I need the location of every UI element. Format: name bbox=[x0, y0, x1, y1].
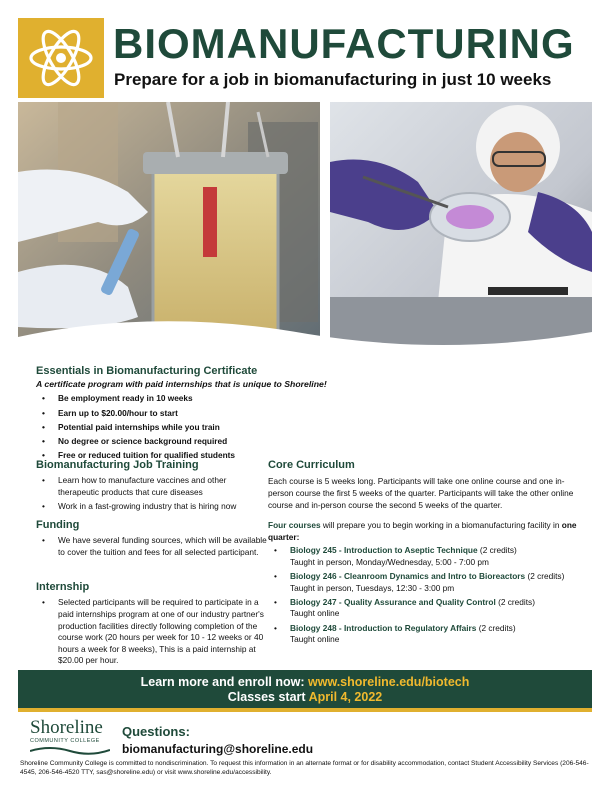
list-item: • No degree or science background required bbox=[36, 436, 376, 448]
list-item: • Selected participants will be required to participate in a paid internships program at one of our industry partner's production facilities directly following completion of the course work (20 hours per week for 10 - 12 weeks or 40 hours a week for 8 weeks), This is a paid internship at $20.00 per hour. bbox=[36, 597, 268, 667]
job-training-list bbox=[36, 475, 268, 512]
funding-list bbox=[36, 535, 268, 558]
start-line: Classes start April 4, 2022 bbox=[227, 690, 383, 704]
page-subtitle: Prepare for a job in biomanufacturing in just 10 weeks bbox=[114, 70, 552, 89]
nondiscrimination-notice: Shoreline Community College is committed to nondiscrimination. To request this information in an alternate format or for disability accommodation, contact Student Accessibility Services (206-546-4545, 206-546-4520 TTY, sas@shoreline.edu) or visit www.shoreline.edu/accessibility. bbox=[20, 760, 589, 776]
course-item: • Biology 247 - Quality Assurance and Quality Control (2 credits) Taught online bbox=[268, 597, 580, 620]
list-item: • Be employment ready in 10 weeks bbox=[36, 393, 376, 405]
list-item: • Work in a fast-growing industry that is hiring now bbox=[36, 501, 268, 513]
shoreline-logo: Shoreline COMMUNITY COLLEGE bbox=[30, 718, 110, 758]
funding-section bbox=[36, 518, 268, 561]
job-training-heading: Biomanufacturing Job Training bbox=[36, 459, 199, 471]
funding-heading: Funding bbox=[36, 519, 80, 531]
page-title: BIOMANUFACTURING bbox=[113, 20, 575, 67]
contact-email-link[interactable]: biomanufacturing@shoreline.edu bbox=[122, 742, 314, 756]
course-item: • Biology 245 - Introduction to Aseptic Technique (2 credits) Taught in person, Monday/Wednesday, 5:00 - 7:00 pm bbox=[268, 545, 580, 568]
list-item: • We have several funding sources, which will be available to cover the tuition and fees for all selected participant. bbox=[36, 535, 268, 558]
list-item: • Earn up to $20.00/hour to start bbox=[36, 408, 376, 420]
course-item: • Biology 248 - Introduction to Regulatory Affairs (2 credits) Taught online bbox=[268, 623, 580, 646]
atom-icon bbox=[18, 18, 104, 98]
core-curriculum-section bbox=[268, 458, 580, 648]
internship-section bbox=[36, 580, 268, 669]
core-intro bbox=[268, 519, 580, 543]
start-date: April 4, 2022 bbox=[308, 690, 383, 704]
core-heading: Core Curriculum bbox=[268, 459, 355, 471]
job-training-section bbox=[36, 458, 268, 515]
shoreline-wave-icon bbox=[30, 745, 110, 757]
internship-heading: Internship bbox=[36, 581, 90, 593]
list-item: • Potential paid internships while you train bbox=[36, 422, 376, 434]
hero-photos bbox=[18, 102, 592, 364]
course-list bbox=[268, 545, 580, 645]
list-item: • Free or reduced tuition for qualified students bbox=[36, 450, 376, 462]
internship-list bbox=[36, 597, 268, 667]
core-intro-quarter: one quarter: bbox=[268, 520, 577, 543]
core-intro-bold: Four courses bbox=[268, 520, 321, 531]
course-item: • Biology 246 - Cleanroom Dynamics and Intro to Bioreactors (2 credits) Taught in person, Tuesdays, 12:30 - 3:00 pm bbox=[268, 571, 580, 594]
atom-logo bbox=[18, 18, 104, 98]
questions-label: Questions: bbox=[122, 724, 190, 739]
enroll-link[interactable]: www.shoreline.edu/biotech bbox=[308, 675, 470, 689]
essentials-list bbox=[36, 393, 376, 461]
list-item: • Learn how to manufacture vaccines and other therapeutic products that cure diseases bbox=[36, 475, 268, 498]
essentials-heading: Essentials in Biomanufacturing Certificate bbox=[36, 365, 258, 377]
enroll-line: Learn more and enroll now: www.shoreline.edu/biotech bbox=[140, 675, 470, 689]
essentials-section bbox=[36, 364, 376, 464]
enroll-banner bbox=[18, 670, 592, 712]
core-paragraph: Each course is 5 weeks long. Participants will take one online course and one in-person course the first 5 weeks of the quarter. Participants will take the other online course and in-person course the second 5 weeks of the quarter. bbox=[268, 476, 574, 511]
essentials-tagline: A certificate program with paid internships that is unique to Shoreline! bbox=[36, 379, 327, 390]
core-intro-rest: will prepare you to begin working in a biomanufacturing facility in bbox=[320, 520, 562, 531]
